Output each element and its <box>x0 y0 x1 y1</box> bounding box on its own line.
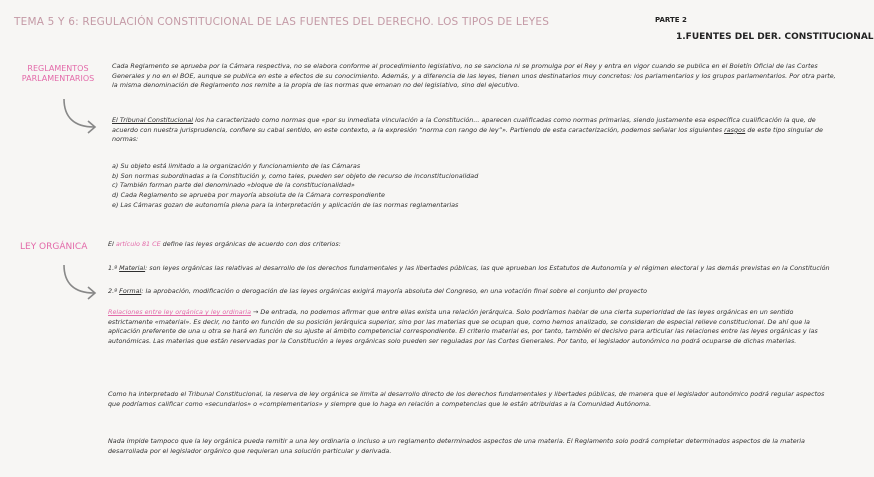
section-subtitle: 1.FUENTES DEL DER. CONSTITUCIONAL <box>676 32 874 42</box>
tc-underlined: El Tribunal Constitucional <box>112 116 194 124</box>
side-label-reglamentos: REGLAMENTOS PARLAMENTARIOS <box>21 64 95 83</box>
remision-paragraph: Nada impide tampoco que la ley orgánica pueda remitir a una ley ordinaria o incluso a un reglamento determinados aspectos de una materia. El Reglamento solo podrá completar determinados aspectos de la materia desarrollada por el legislador orgánico que requieran una solución particular y derivada. <box>108 437 805 455</box>
criterion-formal <box>108 287 838 297</box>
list-item: b) Son normas subordinadas a la Constitución y, como tales, pueden ser objeto de recurso de inconstitucionalidad <box>112 171 479 180</box>
criterion-label: Material <box>119 264 146 272</box>
list-item: c) También forman parte del denominado «bloque de la constitucionalidad» <box>112 181 355 190</box>
reglamentos-paragraph-1: Cada Reglamento se aprueba por la Cámara respectiva, no se elabora conforme al procedimiento legislativo, no se sanciona ni se promulga por el Rey y entra en vigor cuando se publica en el Boletín Oficial de las Cortes Generales y no en el BOE, aunque se publica en este a efectos de su conocimiento. Además, y a diferencia de las leyes, tienen unos destinatarios muy concretos: los parlamentarios y los grupos parlamentarios. Por otra parte, la misma denominación de Reglamento nos remite a la propia de las normas que emanan no del legislativo, sino del ejecutivo. <box>112 62 836 90</box>
list-item: e) Las Cámaras gozan de autonomía plena para la interpretación y aplicación de las normas reglamentarias <box>112 200 459 209</box>
rasgos-underlined: rasgos <box>724 125 746 134</box>
ley-organica-intro <box>108 240 838 250</box>
p2-text-b: de este tipo singular de normas: <box>112 125 823 144</box>
article-reference: artículo 81 CE <box>115 240 161 248</box>
curved-arrow-icon <box>60 97 100 137</box>
criterion-number: 1.º <box>108 264 120 272</box>
criterion-number: 2.º <box>108 287 120 295</box>
p2-text-a: los ha caracterizado como normas que «por su inmediata vinculación a la Constitución... aparecen cualificadas como normas primarias, siendo justamente esa específica cualificación la que, de acuerdo con nuestra jurisprudencia, confiere su cabal sentido, en este contexto, a la expresión “norma con rango de ley”». Partiendo de esta caracterización, podemos señalar los siguientes <box>112 116 816 134</box>
part-label: PARTE 2 <box>655 16 687 24</box>
side-label-ley-organica: LEY ORGÁNICA <box>20 242 88 252</box>
criterion-text: : la aprobación, modificación o derogación de las leyes orgánicas exigirá mayoría absoluta del Congreso, en una votación final sobre el conjunto del proyecto <box>141 287 648 295</box>
relaciones-paragraph <box>108 308 838 347</box>
p3-text-b: define las leyes orgánicas de acuerdo con dos criterios: <box>160 240 341 248</box>
tc-interpretation-paragraph: Como ha interpretado el Tribunal Constitucional, la reserva de ley orgánica se limita al desarrollo directo de los derechos fundamentales y libertades públicas, de manera que el legislador autonómico podrá regular aspectos que podríamos calificar como «secundarios» o «complementarios» y siempre que lo haga en relación a competencias que le están atribuidas a la Comunidad Autónoma. <box>108 390 825 408</box>
relaciones-text: → De entrada, no podemos afirmar que entre ellas exista una relación jerárquica. Solo podríamos hablar de una cierta superioridad de las leyes orgánicas en un sentido estrictamente «material». Es decir, no tanto en función de su posición jerárquica superior, sino por las materias que se ocupan que, como hemos analizado, se consideran de especial relieve constitucional. De ahí que la aplicación preferente de una u otra se hará en función de su ajuste al ámbito competencial correspondiente. El criterio material es, por tanto, también el decisivo para articular las relaciones entre las leyes orgánicas y las autonómicas. Las materias que están reservadas por la Constitución a leyes orgánicas solo pueden ser reguladas por las Cortes Generales. Por tanto, el legislador autonómico no podrá ocuparse de dichas materias. <box>108 308 818 346</box>
rasgos-list <box>112 162 842 211</box>
list-item: a) Su objeto está limitado a la organización y funcionamiento de las Cámaras <box>112 162 361 170</box>
page-title: TEMA 5 Y 6: REGULACIÓN CONSTITUCIONAL DE LAS FUENTES DEL DERECHO. LOS TIPOS DE LEYES <box>14 16 550 28</box>
list-item: d) Cada Reglamento se aprueba por mayoría absoluta de la Cámara correspondiente <box>112 191 385 200</box>
p3-text-a: El <box>108 240 116 248</box>
criterion-text: : son leyes orgánicas las relativas al desarrollo de los derechos fundamentales y las libertades públicas, las que aprueban los Estatutos de Autonomía y el régimen electoral y las demás previstas en la Constitución <box>145 264 830 272</box>
curved-arrow-icon <box>60 263 100 303</box>
relaciones-heading: Relaciones entre ley orgánica y ley ordinaria <box>108 308 251 316</box>
reglamentos-paragraph-2 <box>112 116 842 145</box>
criterion-label: Formal <box>119 287 142 295</box>
criterion-material <box>108 264 838 274</box>
